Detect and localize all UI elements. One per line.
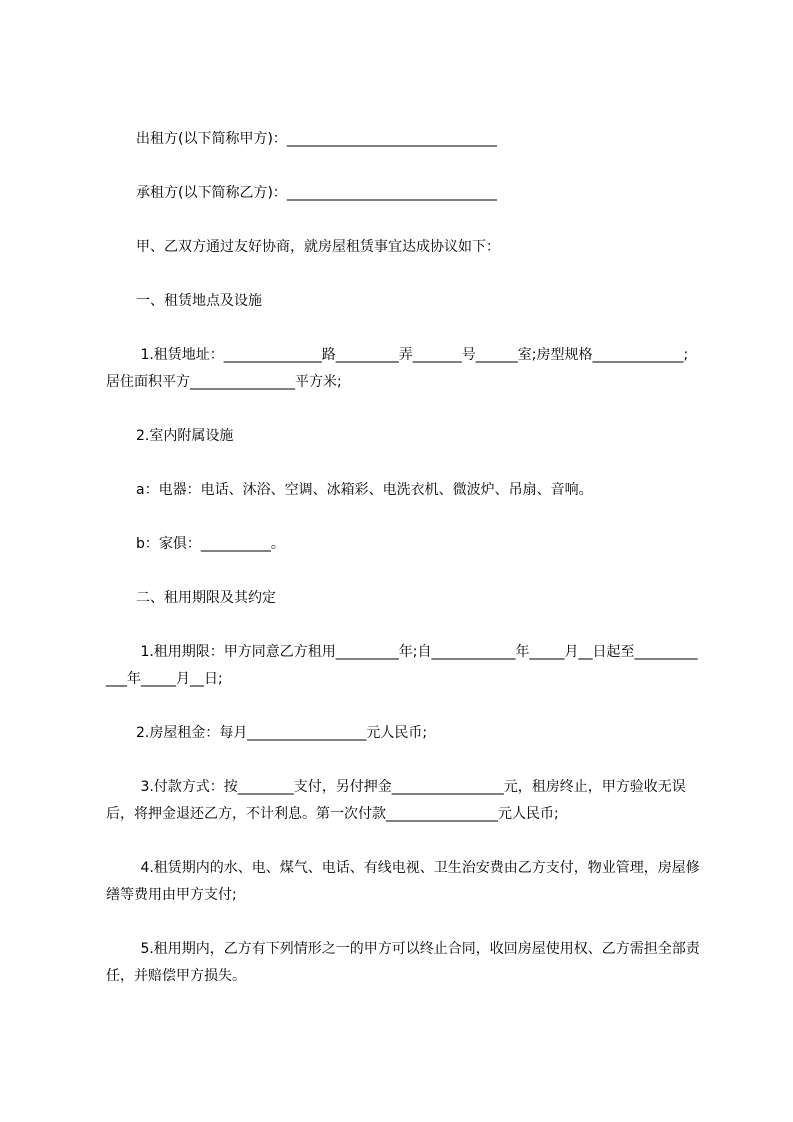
lessor-text: 出租方(以下简称甲方)：______________________________ [136,131,497,147]
clause-2-2-text: 2.房屋租金：每月_________________元人民币; [136,725,428,741]
section-2-heading-text: 二、租用期限及其约定 [136,590,276,606]
lessor-line [106,126,700,153]
clause-2-3-text: 3.付款方式：按________支付，另付押金________________元，租房终止，甲方验收无误后，将押金退还乙方，不计利息。第一次付款________________元人民币; [106,779,686,822]
section-1-heading-text: 一、租赁地点及设施 [136,293,262,309]
clause-1-2-b-text: b：家俱：__________。 [136,536,285,552]
clause-1-2-b [106,531,700,558]
agreement-intro-text: 甲、乙双方通过友好协商，就房屋租赁事宜达成协议如下： [136,239,500,255]
clause-2-5 [106,936,700,990]
clause-2-5-text: 5.租用期内，乙方有下列情形之一的甲方可以终止合同，收回房屋使用权、乙方需担全部责任，并赔偿甲方损失。 [106,941,700,984]
section-2-heading [106,585,700,612]
clause-1-2-a-text: a：电器：电话、沐浴、空调、冰箱彩、电洗衣机、微波炉、吊扇、音响。 [136,482,593,498]
clause-2-4 [106,855,700,909]
agreement-intro [106,234,700,261]
section-1-heading [106,288,700,315]
clause-1-2 [106,423,700,450]
clause-2-1-text: 1.租用期限：甲方同意乙方租用_________年;自____________年_____月__日起至____________年_____月__日; [106,644,698,687]
clause-1-1 [106,342,700,396]
clause-2-1 [106,639,700,693]
clause-2-4-text: 4.租赁期内的水、电、煤气、电话、有线电视、卫生治安费由乙方支付，物业管理，房屋修缮等费用由甲方支付; [106,860,700,903]
lessee-text: 承租方(以下简称乙方)：______________________________ [136,185,497,201]
clause-1-2-a [106,477,700,504]
lessee-line [106,180,700,207]
clause-2-3 [106,774,700,828]
clause-1-2-text: 2.室内附属设施 [136,428,234,444]
clause-1-1-text: 1.租赁地址：______________路_________弄_______号______室;房型规格_____________;居住面积平方_______________平方米; [106,347,689,390]
clause-2-2 [106,720,700,747]
document-page [106,126,700,1017]
